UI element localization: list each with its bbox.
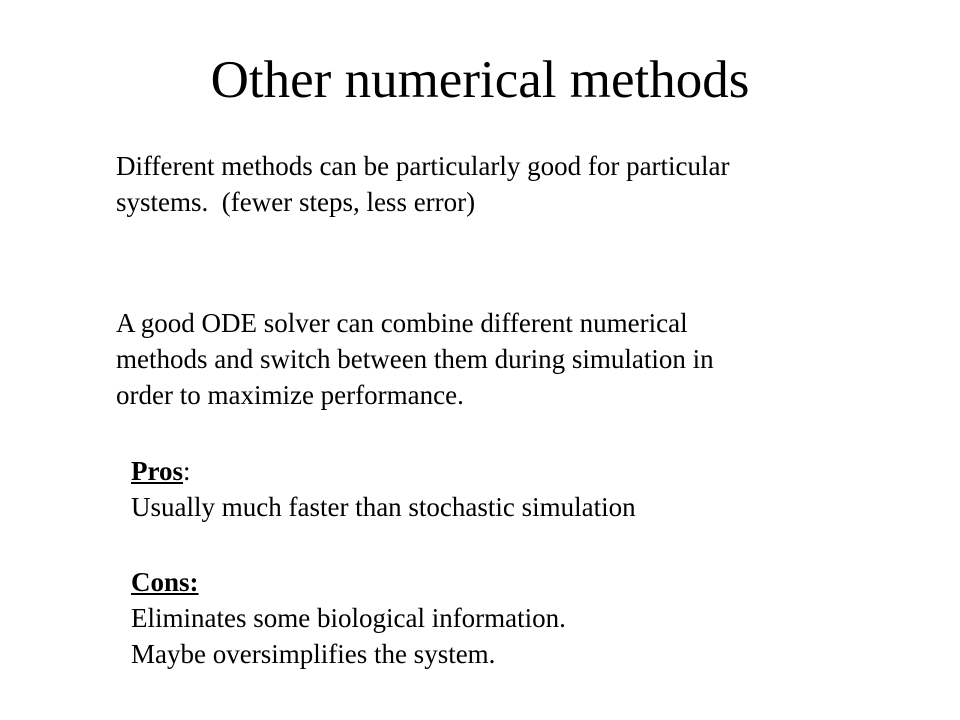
pros-heading: [131, 453, 851, 489]
slide-title: Other numerical methods: [210, 51, 750, 109]
cons-line-1: Eliminates some biological information.: [131, 603, 566, 633]
cons-section: [131, 564, 851, 672]
solver-line-1: A good ODE solver can combine different numerical: [116, 308, 688, 338]
cons-line-2: Maybe oversimplifies the system.: [131, 639, 496, 669]
pros-label: Pros: [131, 456, 183, 486]
intro-paragraph: [116, 148, 856, 220]
pros-line-1: Usually much faster than stochastic simulation: [131, 492, 636, 522]
solver-line-2: methods and switch between them during simulation in: [116, 344, 714, 374]
cons-heading: [131, 564, 851, 600]
pros-section: [131, 453, 851, 525]
intro-line-1: Different methods can be particularly good for particular: [116, 151, 730, 181]
cons-label: Cons:: [131, 567, 199, 597]
intro-line-2: systems. (fewer steps, less error): [116, 187, 476, 217]
solver-paragraph: [116, 305, 856, 413]
solver-line-3: order to maximize performance.: [116, 380, 464, 410]
pros-colon: :: [183, 456, 191, 486]
